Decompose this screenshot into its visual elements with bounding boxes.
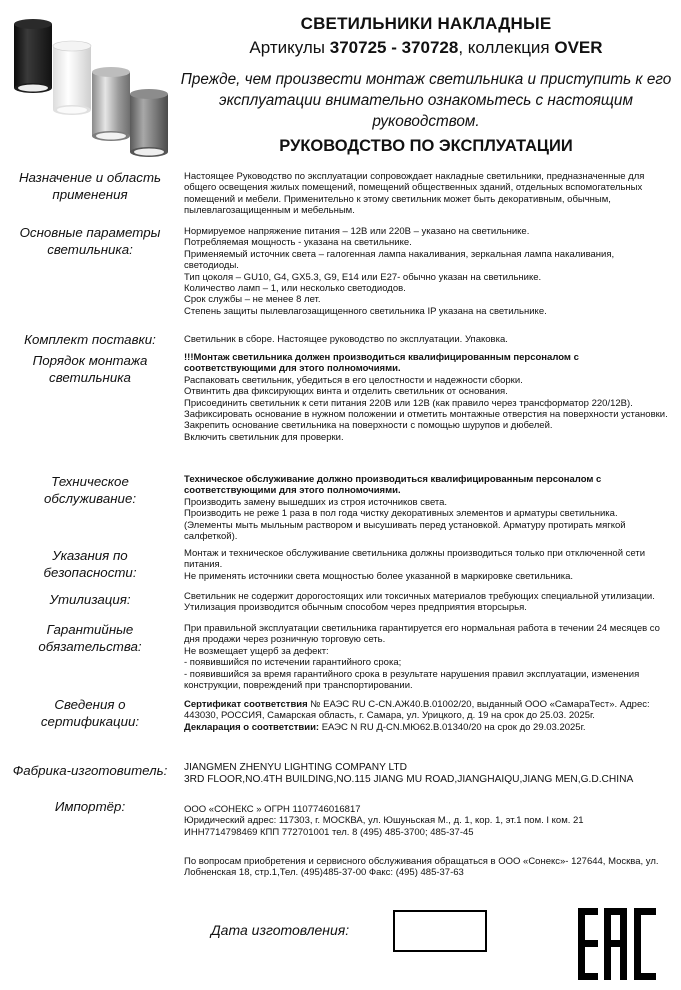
text-params: Нормируемое напряжение питания – 12В или 220В – указано на светильнике. Потребляемая мощность - указана на светильнике. Применяемый источник света – галогенная лампа накаливания, зеркальная лампа накаливания, светодиоды. Тип цоколя – GU10, G4, GX5.3, G9, E14 или E27- обычно указан на светильнике. Количество ламп – 1, или несколько светодиодов. Срок службы – не менее 8 лет. Степень защиты пылевлагозащищенного светильника IP указана на светильнике. xyxy=(184,226,615,317)
document-title: СВЕТИЛЬНИКИ НАКЛАДНЫЕ xyxy=(300,14,552,33)
label-warranty: Гарантийные обязательства: xyxy=(38,622,142,654)
text-kit: Светильник в сборе. Настоящее руководство по эксплуатации. Упаковка. xyxy=(184,334,508,345)
lamp-silver xyxy=(92,67,130,141)
lamp-grey xyxy=(130,89,168,157)
contact-info: По вопросам приобретения и сервисного обслуживания обращаться в ООО «Сонекс»- 127644, Москва, ул. Лобненская 18, стр.1,Тел. (495)485-37-00 Факс: (495) 485-37-63 xyxy=(184,856,659,879)
text-disposal: Светильник не содержит дорогостоящих или токсичных материалов требующих специальной утилизации. Утилизация производится обычным способом через предприятия вторсырья. xyxy=(184,591,655,614)
article-line: Артикулы 370725 - 370728, коллекция OVER xyxy=(249,38,603,57)
label-safety: Указания по безопасности: xyxy=(43,548,137,580)
lamp-white xyxy=(53,41,91,115)
label-importer: Импортёр: xyxy=(54,799,126,814)
text-safety: Монтаж и техническое обслуживание светильника должны производиться только при отключенной сети питания. Не применять источники света мощностью более указанной в маркировке светильника. xyxy=(184,548,646,582)
product-lamps-image xyxy=(4,8,172,160)
text-certification: Сертификат соответствия № ЕАЭС RU C-CN.АЖ40.В.01002/20, выданный ООО «СамараТест». Адрес: 443030, РОССИЯ, Самарская область, г. Самара, ул. Урицкого, д. 19 на срок до 25.03. 2025г. Декларация о соответствии: ЕАЭС N RU Д-CN.МЮ62.В.01340/20 на срок до 29.03.2025г. xyxy=(184,699,650,733)
text-mounting: !!!Монтаж светильника должен производиться квалифицированным персоналом с соответствующими для этого полномочиями. Распаковать светильник, убедиться в его целостности и надежности сборки. Отвинтить два фиксирующих винта и отделить светильник от основания. Присоединить светильник к сети питания 220В или 12В (как правило через трансформатор 220/12В). Зафиксировать основание в нужном положении и отметить монтажные отверстия на поверхности установки. Закрепить основание светильника на поверхности с помощью шурупов и дюбелей. Включить светильник для проверки. xyxy=(184,352,668,443)
label-disposal: Утилизация: xyxy=(49,592,131,607)
label-mounting: Порядок монтажа светильника xyxy=(32,353,148,385)
manufacture-date-label: Дата изготовления: xyxy=(210,922,350,938)
text-importer: ООО «СОНЕКС » ОГРН 1107746016817 Юридический адрес: 117303, г. МОСКВА, ул. Юшуньская М., д. 1, кор. 1, эт.1 пом. I ком. 21 ИНН7714798469 КПП 772701001 тел. 8 (495) 485-3700; 485-37-45 xyxy=(184,804,584,838)
intro-note: Прежде, чем произвести монтаж светильника и приступить к его эксплуатации внимательно ознакомьтесь с настоящим руководством. xyxy=(180,71,672,130)
label-manufacturer: Фабрика-изготовитель: xyxy=(12,763,168,778)
label-kit: Комплект поставки: xyxy=(24,332,156,347)
label-maintenance: Техническое обслуживание: xyxy=(43,474,137,506)
lamp-black xyxy=(14,19,52,93)
text-warranty: При правильной эксплуатации светильника гарантируется его нормальная работа в течении 24 месяцев со дня продажи через розничную торговую сеть. Не возмещает ущерб за дефект: - появившийся по истечении гарантийного срока; - появившийся за время гарантийного срока в результате нарушения правил эксплуатации, изменения конструкции, повреждений при транспортировании. xyxy=(184,623,660,692)
label-purpose: Назначение и область применения xyxy=(18,170,162,202)
guide-title: РУКОВОДСТВО ПО ЭКСПЛУАТАЦИИ xyxy=(279,137,573,155)
text-purpose: Настоящее Руководство по эксплуатации сопровождает накладные светильники, предназначенные для общего освещения жилых помещений, помещений общественных зданий, отдельных вспомогательных помещений и мебели. Применительно к этому светильник может быть декоративным, обычным, пылевлагозащищенным и мебельным. xyxy=(184,171,645,217)
text-maintenance: Техническое обслуживание должно производиться квалифицированным персоналом с соответствующими для этого полномочиями. Производить замену вышедших из строя источников света. Производить не реже 1 раза в пол года чистку декоративных элементов и арматуры светильника. (Элементы мыть мыльным раствором и высушивать перед установкой. Арматуру протирать мягкой салфеткой). xyxy=(184,474,626,543)
eac-mark xyxy=(576,906,658,982)
text-manufacturer: JIANGMEN ZHENYU LIGHTING COMPANY LTD 3RD FLOOR,NO.4TH BUILDING,NO.115 JIANG MU ROAD,JIANGHAIQU,JIANG MEN,G.D.CHINA xyxy=(184,762,634,785)
manufacture-date-box xyxy=(393,910,487,952)
label-certification: Сведения о сертификации: xyxy=(40,697,140,729)
label-params: Основные параметры светильника: xyxy=(19,225,161,257)
